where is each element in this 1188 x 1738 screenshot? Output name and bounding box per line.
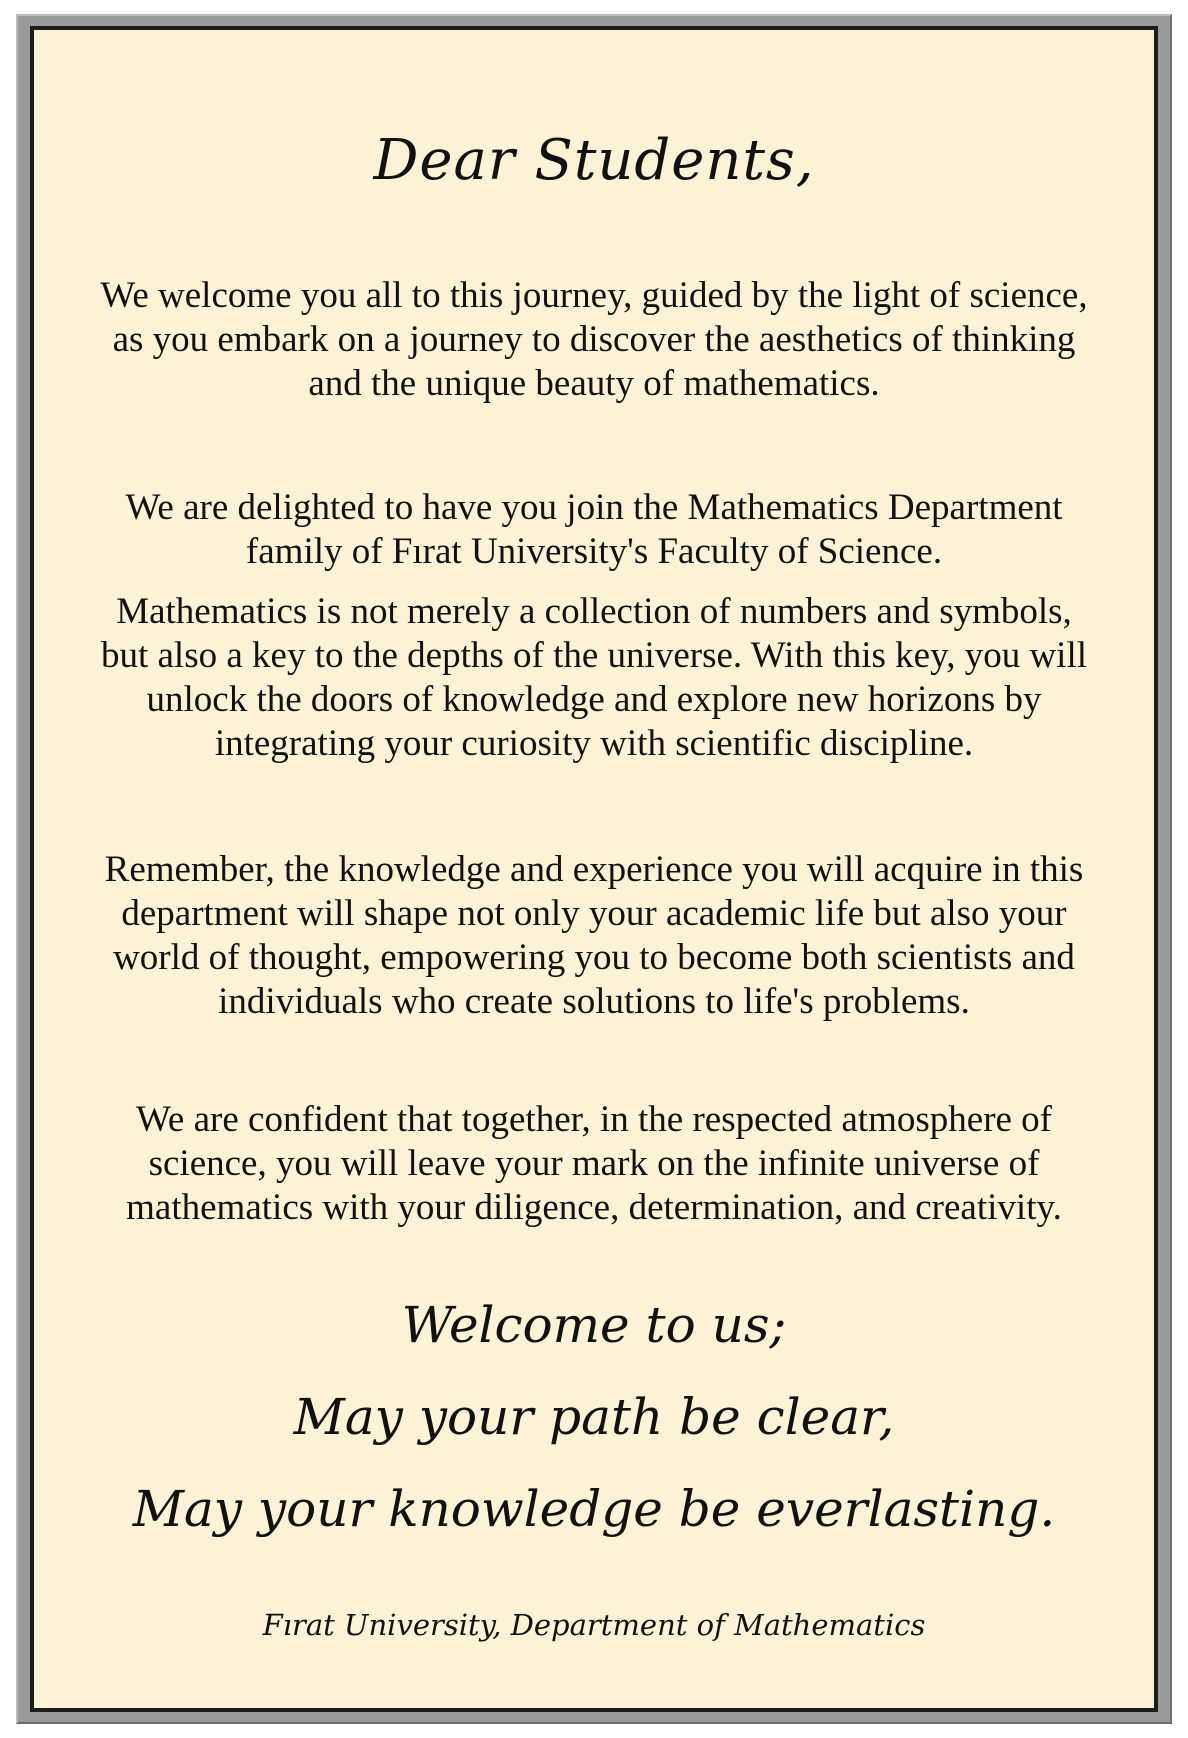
paragraph-remember: Remember, the knowledge and experience you will acquire in this department will shape not only your academic life but also your world of thought, empowering you to become both scientists and individuals who create solutions to life's problems. [104,849,1084,1022]
closing-line-knowledge: May your knowledge be everlasting. [132,1480,1056,1538]
paragraph-welcome: We welcome you all to this journey, guided by the light of science, as you embark on a journey to discover the aesthetics of thinking and the unique beauty of mathematics. [100,275,1088,404]
letter-signature: Fırat University, Department of Mathematics [262,1608,926,1642]
letter-paper [30,26,1158,1712]
closing-line-welcome: Welcome to us; [401,1296,787,1354]
letter-greeting: Dear Students, [373,128,815,193]
paragraph-department: We are delighted to have you join the Mathematics Department family of Fırat University's Faculty of Science. [125,487,1063,572]
closing-line-path: May your path be clear, [293,1388,895,1446]
paragraph-confident: We are confident that together, in the respected atmosphere of science, you will leave your mark on the infinite universe of mathematics with your diligence, determination, and creativity. [126,1099,1062,1228]
paragraph-mathematics: Mathematics is not merely a collection of numbers and symbols, but also a key to the depths of the universe. With this key, you will unlock the doors of knowledge and explore new horizons by integrating your curiosity with scientific discipline. [100,591,1088,764]
